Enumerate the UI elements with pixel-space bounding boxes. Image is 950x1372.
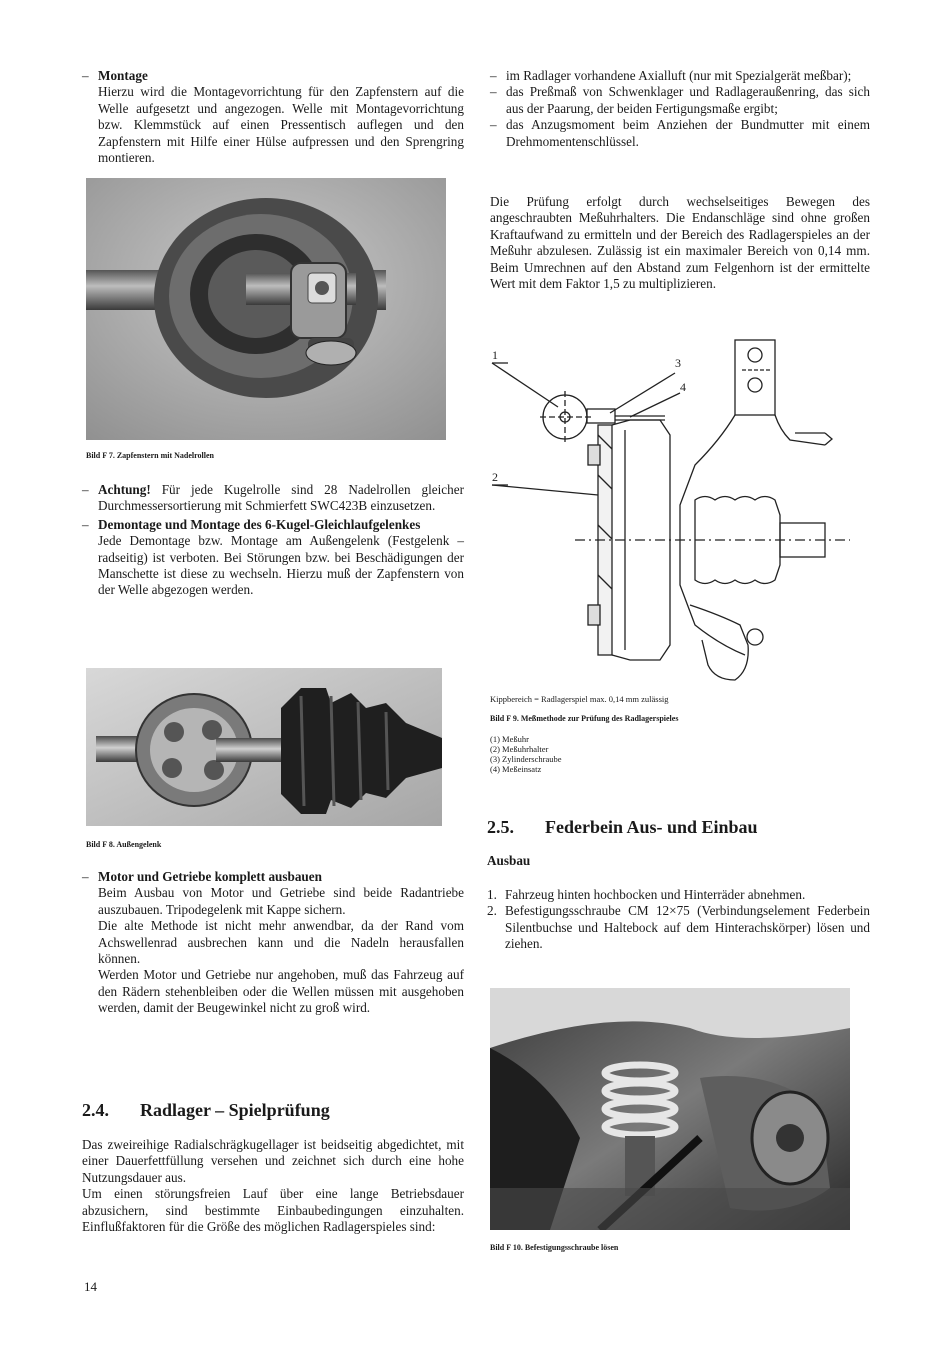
section-2-4-title: Radlager – Spielprüfung [140,1100,330,1120]
section-2-4-number: 2.4. [82,1100,109,1120]
montage-heading: Montage [98,68,148,83]
ausbau-step [487,903,870,952]
motor-item [82,869,464,1017]
montage-text: Hierzu wird die Montagevorrichtung für den Zapfenstern auf die Welle aufgesetzt und angezogen. Welle mit Montagevorrichtung bzw. Klemmstück auf einen Pressentisch auflegen und den Zapfenstern mit Hilfe einer Hülse aufpressen und den Sprengring montieren. [98,84,464,166]
messmethode-diagram-svg [480,325,860,695]
section-2-5-number: 2.5. [487,817,514,837]
figure-7-caption: Bild F 7. Zapfenstern mit Nadelrollen [86,451,214,460]
bullet-dash: – [82,68,89,83]
zapfenstern-photo-svg [86,178,446,440]
montage-item [82,68,464,166]
legend-item: (4) Meßeinsatz [490,764,542,774]
factor-item [490,68,870,84]
figure-8-caption: Bild F 8. Außengelenk [86,840,162,849]
diagram-label-2: 2 [492,470,498,484]
diagram-label-4: 4 [680,380,686,394]
montage-block [82,68,464,166]
page-number: 14 [84,1279,97,1294]
pruefung-text [490,194,870,292]
step-number: 2. [487,903,497,919]
radlager-text-2: Um einen störungsfreien Lauf über eine lange Betriebsdauer abzusichern, sind bestimmte Einbaubedingungen einzuhalten. Einflußfaktoren für die Größe des möglichen Radlagerspieles sind: [82,1186,464,1235]
ausbau-step [487,887,870,903]
figure-9-caption: Bild F 9. Meßmethode zur Prüfung des Radlagerspieles [490,714,679,723]
factor-item [490,117,870,150]
bullet-dash: – [82,516,89,532]
motor-heading: Motor und Getriebe komplett ausbauen [98,869,322,884]
motor-text-3: Werden Motor und Getriebe nur angehoben, muß das Fahrzeug auf den Rädern stehenbleiben oder die Wellen müssen mit ausgehoben werden, damit der Beugewinkel nicht zu groß wird. [98,967,464,1016]
legend-item: (1) Meßuhr [490,734,529,744]
bullet-dash: – [490,68,497,83]
demontage-item [82,517,464,599]
factor-text: das Preßmaß von Schwenklager und Radlageraußenring, das sich aus der Paarung, der beiden Fertigungsmaße ergibt; [506,84,870,116]
achtung-item [82,482,464,515]
demontage-text: Jede Demontage bzw. Montage am Außengelenk (Festgelenk – radseitig) ist verboten. Bei Störungen bzw. bei Beschädigungen der Manschette ist diese zu wechseln. Hierzu muß der Zapfenstern von der Welle abgezogen werden. [98,533,464,598]
factor-item [490,84,870,117]
figure-10-caption: Bild F 10. Befestigungsschraube lösen [490,1243,619,1252]
radlager-text-1: Das zweireihige Radialschrägkugellager ist beidseitig abgedichtet, mit einer Dauerfettfüllung versehen und zeichnet sich durch eine hohe Nutzungsdauer aus. [82,1137,464,1185]
federbein-photo-svg [490,988,850,1230]
kippbereich-note: Kippbereich = Radlagerspiel max. 0,14 mm zulässig [490,694,669,704]
bullet-dash: – [490,84,497,100]
figure-8-photo [86,668,442,826]
factor-text: im Radlager vorhandene Axialluft (nur mit Spezialgerät meßbar); [506,68,852,83]
diagram-label-3: 3 [675,356,681,370]
section-2-5-title: Federbein Aus- und Einbau [545,817,758,837]
achtung-text: Für jede Kugelrolle sind 28 Nadelrollen gleicher Durchmessersortierung mit Schmierfett SWC423B einzusetzen. [98,482,464,514]
section-2-5-heading [487,817,758,838]
motor-text-2: Die alte Methode ist nicht mehr anwendbar, da der Rand vom Achswellenrad ausbrechen kann und die Nadeln herausfallen können. [98,918,464,967]
step-text: Fahrzeug hinten hochbocken und Hinterräder abnehmen. [505,887,806,902]
aussengelenk-photo-svg [86,668,442,826]
achtung-block [82,482,464,599]
influence-factors-list [490,68,870,150]
bullet-dash: – [490,117,497,133]
figure-9-diagram [480,325,860,695]
achtung-heading: Achtung! [98,482,151,497]
pruefung-paragraph: Die Prüfung erfolgt durch wechselseitiges Bewegen des angeschraubten Meßuhrhalters. Die Endanschläge sind ohne großen Kraftaufwand zu ermitteln und der Bereich des Radlagerspieles an der Meßuhr abzulesen. Zulässig ist ein maximaler Bereich von 0,14 mm. Beim Umrechnen auf den Abstand zum Felgenhorn ist der ermittelte Wert mit dem Faktor 1,5 zu multiplizieren. [490,194,870,292]
ausbau-subheading: Ausbau [487,853,531,868]
diagram-label-1: 1 [492,348,498,362]
bullet-dash: – [82,482,89,497]
demontage-heading: Demontage und Montage des 6-Kugel-Gleichlaufgelenkes [98,516,421,532]
figure-9-legend [490,734,562,774]
figure-7-photo [86,178,446,440]
step-text: Befestigungsschraube CM 12×75 (Verbindungselement Federbein Silentbuchse und Haltebock auf dem Hinterachskörper) lösen und ziehen. [505,903,870,952]
legend-item: (3) Zylinderschraube [490,754,562,764]
factor-text: das Anzugsmoment beim Anziehen der Bundmutter mit einem Drehmomentenschlüssel. [506,117,870,149]
step-number: 1. [487,887,497,902]
bullet-dash: – [82,869,89,884]
ausbau-steps [487,887,870,953]
motor-text-1: Beim Ausbau von Motor und Getriebe sind beide Radantriebe auszubauen. Tripodegelenk mit Kappe sichern. [98,885,464,917]
section-2-4-heading [82,1100,330,1121]
motor-block [82,869,464,1017]
figure-10-photo [490,988,850,1230]
legend-item: (2) Meßuhrhalter [490,744,549,754]
radlager-text-block [82,1137,464,1235]
